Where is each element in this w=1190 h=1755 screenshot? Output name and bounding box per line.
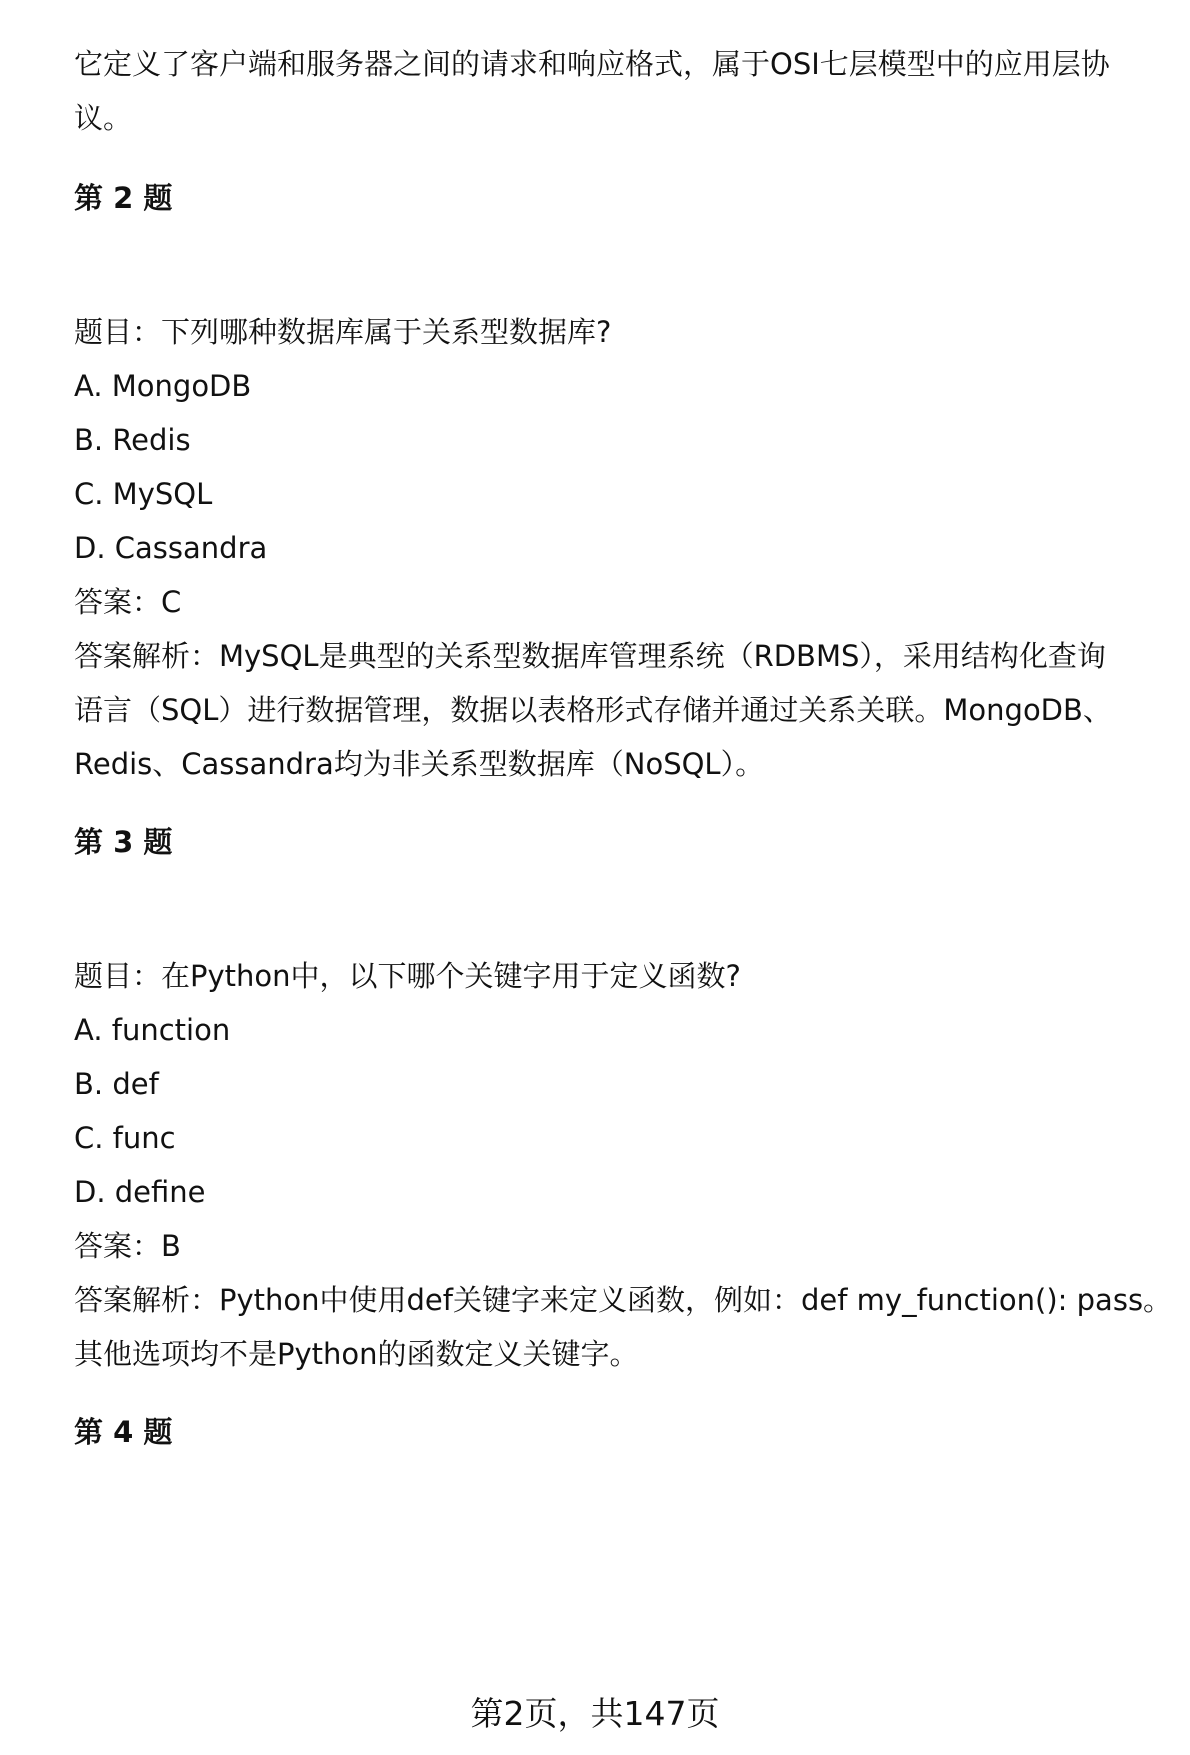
question-3-heading: 第 3 题 <box>74 825 173 859</box>
question-2-explanation-line-3: Redis、Cassandra均为非关系型数据库（NoSQL）。 <box>74 747 765 781</box>
question-2-answer: 答案：C <box>74 585 182 619</box>
question-2-heading: 第 2 题 <box>74 181 173 215</box>
question-4-heading: 第 4 题 <box>74 1415 173 1449</box>
question-2-explanation-line-2: 语言（SQL）进行数据管理，数据以表格形式存储并通过关系关联。MongoDB、 <box>74 693 1112 727</box>
question-2-option-d: D. Cassandra <box>74 531 268 565</box>
question-3-option-d: D. define <box>74 1175 206 1209</box>
intro-line-2: 议。 <box>74 101 133 135</box>
question-3-option-c: C. func <box>74 1121 176 1155</box>
page-number-footer: 第2页，共147页 <box>470 1694 720 1733</box>
question-3-answer: 答案：B <box>74 1229 181 1263</box>
question-2-option-a: A. MongoDB <box>74 369 252 403</box>
question-3-text: 题目：在Python中，以下哪个关键字用于定义函数? <box>74 959 741 993</box>
intro-line-1: 它定义了客户端和服务器之间的请求和响应格式，属于OSI七层模型中的应用层协 <box>74 47 1110 81</box>
question-3-option-a: A. function <box>74 1013 231 1047</box>
question-2-text: 题目：下列哪种数据库属于关系型数据库? <box>74 315 612 349</box>
question-3-explanation-line-2: 其他选项均不是Python的函数定义关键字。 <box>74 1337 639 1371</box>
question-2-explanation-line-1: 答案解析：MySQL是典型的关系型数据库管理系统（RDBMS），采用结构化查询 <box>74 639 1106 673</box>
question-3-explanation-line-1: 答案解析：Python中使用def关键字来定义函数，例如：def my_function(): pass。 <box>74 1283 1173 1317</box>
question-2-option-b: B. Redis <box>74 423 191 457</box>
question-3-option-b: B. def <box>74 1067 159 1101</box>
question-2-option-c: C. MySQL <box>74 477 213 511</box>
